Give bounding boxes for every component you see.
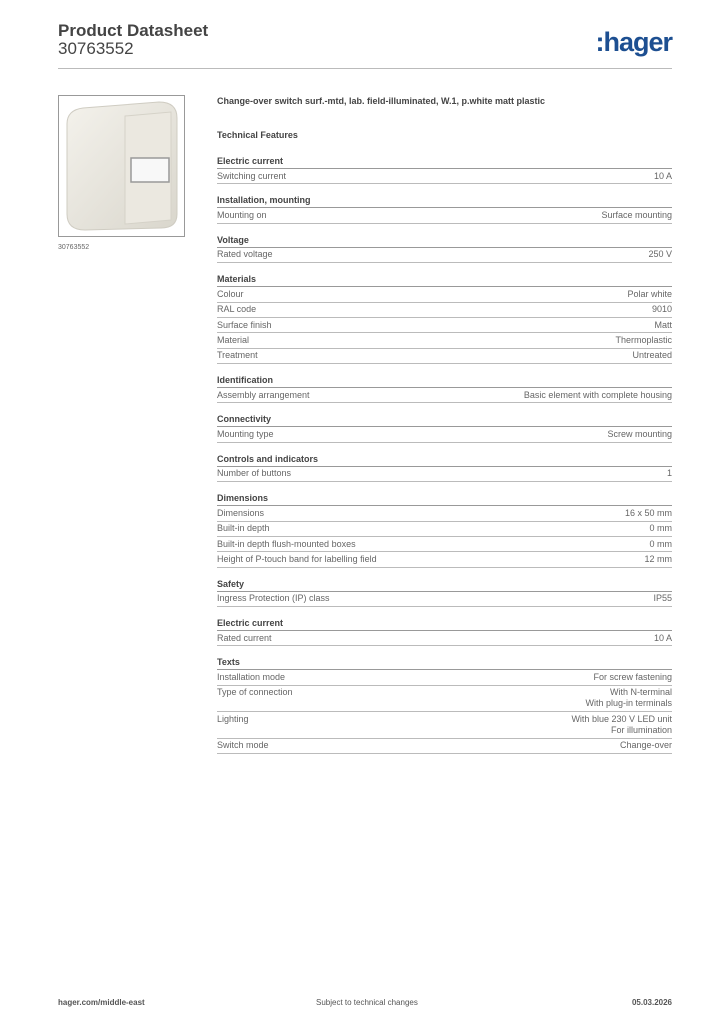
features-table [217,154,672,763]
section-title: Controls and indicators [217,452,672,467]
feature-value: Surface mounting [601,210,672,221]
feature-label: Installation mode [217,672,286,683]
section-title: Texts [217,655,672,670]
feature-label: Height of P-touch band for labelling field [217,553,377,564]
feature-value: With N-terminal With plug-in terminals [585,687,672,709]
feature-value: Thermoplastic [615,334,672,345]
feature-section [217,412,672,442]
feature-section [217,193,672,223]
feature-section [217,373,672,403]
feature-label: Treatment [217,350,258,361]
footer-date: 05.03.2026 [631,998,672,1007]
feature-label: Switching current [217,170,287,181]
feature-value: 0 mm [649,538,672,549]
feature-label: Number of buttons [217,468,292,479]
footer-website-link[interactable]: hager.com/middle-east [58,998,145,1007]
feature-row [217,522,672,537]
feature-row [217,712,672,738]
feature-value: 10 A [653,632,672,643]
feature-value: Change-over [619,740,672,751]
feature-row [217,686,672,712]
feature-value: 1 [666,468,672,479]
technical-features-heading: Technical Features [217,130,298,140]
feature-label: Mounting type [217,429,274,440]
feature-row [217,169,672,184]
feature-value: 250 V [648,249,672,260]
feature-value: With blue 230 V LED unit For illumination [571,713,672,735]
section-title: Identification [217,373,672,388]
feature-section [217,616,672,646]
feature-row [217,388,672,403]
feature-row [217,537,672,552]
section-title: Installation, mounting [217,193,672,208]
feature-label: Type of connection [217,687,293,698]
feature-value: Untreated [632,350,672,361]
feature-label: Colour [217,288,244,299]
feature-row [217,552,672,567]
header-divider [58,68,672,69]
feature-value: 12 mm [644,553,672,564]
feature-section [217,233,672,263]
page-title: Product Datasheet [58,21,209,40]
feature-row [217,670,672,685]
feature-label: Built-in depth [217,523,270,534]
section-title: Electric current [217,616,672,631]
feature-value: 9010 [651,304,672,315]
feature-row [217,318,672,333]
feature-row [217,287,672,302]
feature-label: Mounting on [217,210,267,221]
hager-logo: :hager [595,27,672,57]
feature-row [217,208,672,223]
feature-section [217,655,672,754]
feature-value: Basic element with complete housing [523,389,672,400]
feature-label: Dimensions [217,507,265,518]
feature-label: Material [217,334,250,345]
footer-note: Subject to technical changes [316,998,418,1007]
feature-label: Built-in depth flush-mounted boxes [217,538,356,549]
feature-section [217,452,672,482]
feature-section [217,577,672,607]
feature-row [217,427,672,442]
feature-row [217,248,672,263]
feature-row [217,592,672,607]
section-title: Voltage [217,233,672,248]
feature-value: Matt [654,319,672,330]
section-title: Connectivity [217,412,672,427]
section-title: Safety [217,577,672,592]
feature-value: 0 mm [649,523,672,534]
feature-row [217,739,672,754]
feature-label: Lighting [217,713,249,724]
feature-value: For screw fastening [593,672,672,683]
feature-value: Polar white [627,288,672,299]
section-title: Dimensions [217,491,672,506]
feature-section [217,272,672,364]
image-caption: 30763552 [58,244,90,251]
feature-label: Assembly arrangement [217,389,310,400]
product-description: Change-over switch surf.-mtd, lab. field-illuminated, W.1, p.white matt plastic [217,96,546,106]
feature-label: Rated voltage [217,249,273,260]
feature-section [217,491,672,568]
feature-label: Surface finish [217,319,272,330]
feature-label: Rated current [217,632,272,643]
feature-value: 16 x 50 mm [624,507,672,518]
feature-section [217,154,672,184]
feature-row [217,303,672,318]
product-code: 30763552 [58,39,134,58]
section-title: Electric current [217,154,672,169]
product-image [58,95,185,237]
feature-row [217,467,672,482]
feature-label: RAL code [217,304,257,315]
feature-row [217,349,672,364]
feature-label: Switch mode [217,740,269,751]
feature-row [217,506,672,521]
feature-row [217,631,672,646]
feature-label: Ingress Protection (IP) class [217,593,330,604]
feature-value: 10 A [653,170,672,181]
feature-value: Screw mounting [607,429,672,440]
section-title: Materials [217,272,672,287]
feature-value: IP55 [653,593,672,604]
feature-row [217,333,672,348]
